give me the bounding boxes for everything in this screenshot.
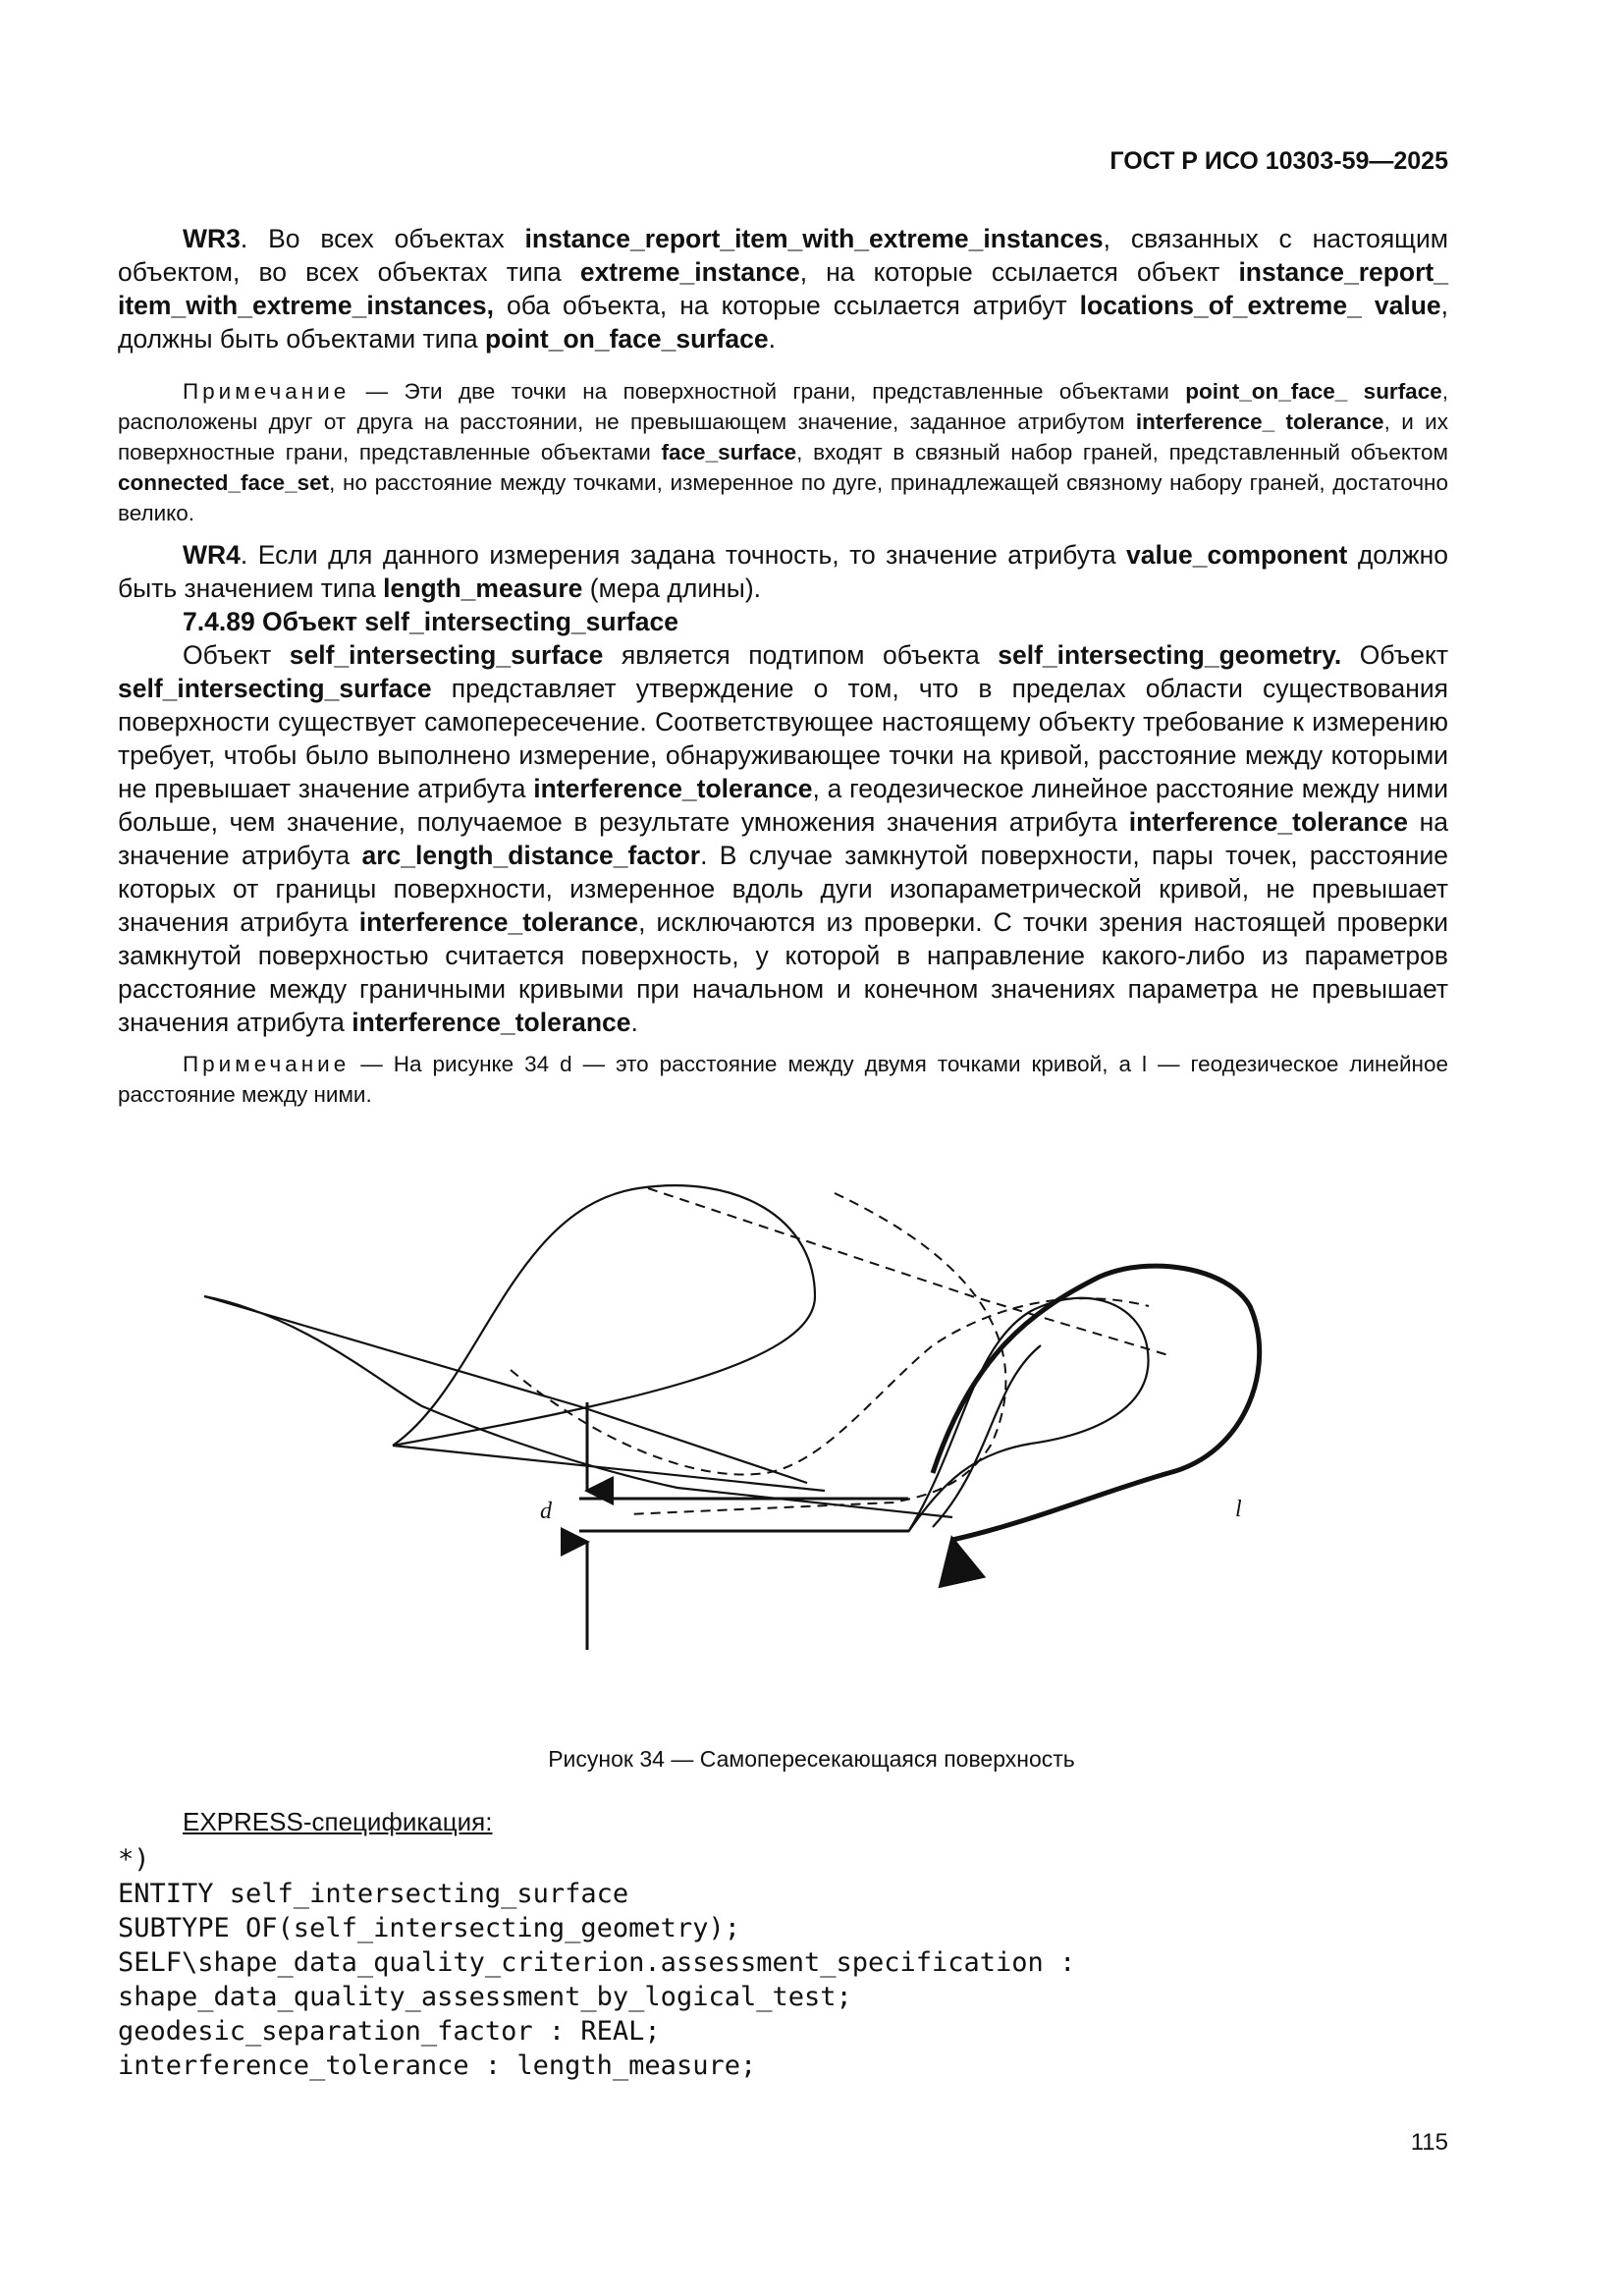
label-l: l [1235, 1497, 1242, 1522]
note-label: Примечание [183, 1052, 351, 1076]
label-d: d [540, 1499, 552, 1524]
express-code: *) ENTITY self_intersecting_surface SUBTYPE OF(self_intersecting_geometry); SELF\shape_data_quality_criterion.assessment_specification : shape_data_quality_assessment_by_logical_test; geodesic_separation_factor : REAL; interference_tolerance : length_measure; [118, 1844, 1076, 2081]
document-header: ГОСТ Р ИСО 10303-59—2025 [1109, 147, 1448, 175]
body-paragraph: Объект self_intersecting_surface является подтипом объекта self_intersecting_geometry. Объект self_intersecting_surface представляет утверждение о том, что в пределах области существования поверхности существует самопересечение. Соответствующее настоящему объекту требование к измерению требует, чтобы было выполнено измерение, обнаруживающее точки на кривой, расстояние между которыми не превышает значение атрибута interference_tolerance, а геодезическое линейное расстояние между ними больше, чем значение, получаемое в результате умножения значения атрибута interference_tolerance на значение атрибута arc_length_distance_factor. В случае замкнутой поверхности, пары точек, расстояние которых от границы поверхности, измеренное вдоль дуги изопараметрической кривой, не превышает значения атрибута interference_tolerance, исключаются из проверки. С точки зрения настоящей проверки замкнутой поверхностью считается поверхность, у которой в направление какого-либо из параметров расстояние между граничными кривыми при начальном и конечном значениях параметра не превышает значения атрибута interference_tolerance. [118, 640, 1449, 1037]
wr3-paragraph: WR3. Во всех объектах instance_report_item_with_extreme_instances, связанных с настоящим объектом, во всех объектах типа extreme_instance, на которые ссылается объект instance_report_ item_with_extreme_instances, оба объекта, на которые ссылается атрибут locations_of_extreme_ value, должны быть объектами типа point_on_face_surface. [118, 224, 1449, 354]
section-heading: 7.4.89 Объект self_intersecting_surface [183, 607, 678, 636]
geodesic-arrow-l [933, 1266, 1260, 1540]
hidden-edge-top [648, 1188, 1168, 1355]
note-2: Примечание — На рисунке 34 d — это расстояние между двумя точками кривой, а l — геодезическое линейное расстояние между ними. [118, 1052, 1448, 1107]
figure-caption: Рисунок 34 — Самопересекающаяся поверхность [548, 1746, 1075, 1772]
wr4-paragraph: WR4. Если для данного измерения задана точность, то значение атрибута value_component должно быть значением типа length_measure (мера длины). 7.4.89 Объект self_intersecting_surface Объект self_intersecting_surface является подтипом объекта self_intersecting_geometry. Объект self_intersecting_surface представляет утверждение о том, что в пределах области существования поверхности существует самопересечение. Соответствующее настоящему объекту требование к измерению требует, чтобы было выполнено измерение, обнаруживающее точки на кривой, расстояние между которыми не превышает значение атрибута interference_tolerance, а геодезическое линейное расстояние между ними больше, чем значение, получаемое в результате умножения значения атрибута interference_tolerance на значение атрибута arc_length_distance_factor. В случае замкнутой поверхности, пары точек, расстояние которых от границы поверхности, измеренное вдоль дуги изопараметрической кривой, не превышает значения атрибута interference_tolerance, исключаются из проверки. С точки зрения настоящей проверки замкнутой поверхностью считается поверхность, у которой в направление какого-либо из параметров расстояние между граничными кривыми при начальном и конечном значениях параметра не превышает значения атрибута interference_tolerance. [118, 540, 1449, 1037]
page-number: 115 [1410, 2129, 1448, 2156]
hidden-edge-middle [511, 1298, 1149, 1474]
express-spec-label: EXPRESS-спецификация: [183, 1807, 493, 1836]
left-flap-edge [204, 1296, 807, 1483]
note-1: Примечание — Эти две точки на поверхностной грани, представленные объектами point_on_face_ surface, расположены друг от друга на расстоянии, не превышающем значение, заданное атрибутом interference_ tolerance, и их поверхностные грани, представленные объектами face_surface, входят в связный набор граней, представленный объектом connected_face_set, но расстояние между точками, измеренное по дуге, принадлежащей связному набору граней, достаточно велико. [118, 379, 1448, 525]
front-blob-edge [393, 1185, 815, 1446]
note-label: Примечание [183, 379, 351, 404]
inner-loop [908, 1298, 1149, 1532]
self-intersecting-surface-figure [187, 1149, 1404, 1719]
